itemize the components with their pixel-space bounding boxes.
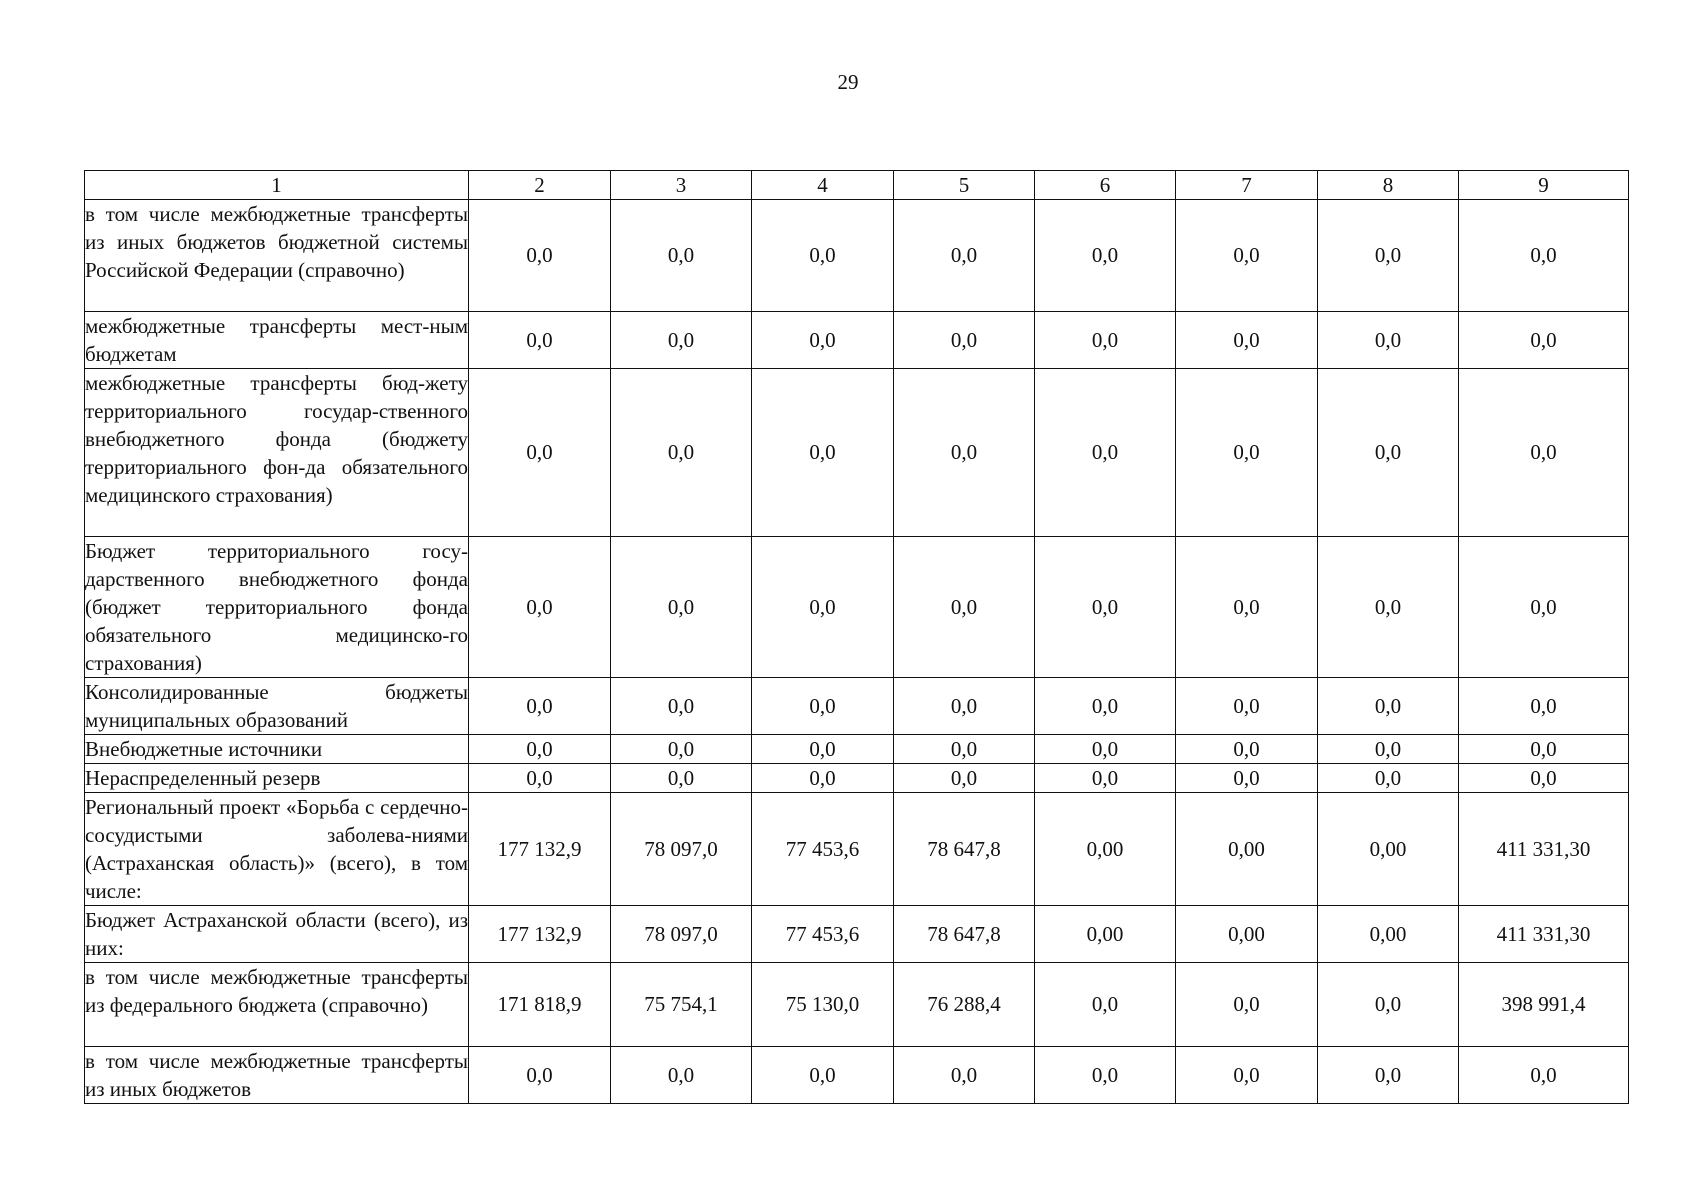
cell-value: 0,0 (1176, 764, 1318, 793)
cell-value: 0,0 (1035, 312, 1176, 369)
column-header: 1 (85, 171, 469, 200)
table-row (85, 963, 1629, 1047)
cell-value: 78 647,8 (894, 793, 1035, 906)
table-row (85, 369, 1629, 537)
cell-value: 0,0 (469, 764, 611, 793)
cell-value: 0,0 (752, 1047, 894, 1104)
cell-value: 0,0 (1176, 200, 1318, 312)
cell-value: 0,0 (894, 678, 1035, 735)
cell-value: 0,0 (1459, 764, 1629, 793)
cell-value: 0,00 (1318, 906, 1459, 963)
cell-value: 0,0 (611, 200, 752, 312)
cell-value: 171 818,9 (469, 963, 611, 1047)
cell-value: 0,0 (1318, 312, 1459, 369)
cell-value: 0,0 (1318, 537, 1459, 678)
cell-value: 0,0 (894, 369, 1035, 537)
cell-value: 0,0 (611, 1047, 752, 1104)
cell-value: 0,0 (1035, 1047, 1176, 1104)
table-row (85, 678, 1629, 735)
page-number: 29 (837, 70, 859, 94)
row-label: Региональный проект «Борьба с сердечно-сосудистыми заболева-ниями (Астраханская область)» (всего), в том числе: (85, 793, 469, 906)
cell-value: 0,0 (1176, 369, 1318, 537)
row-label: в том числе межбюджетные трансферты из федерального бюджета (справочно) (85, 963, 469, 1047)
column-header: 8 (1318, 171, 1459, 200)
cell-value: 0,0 (469, 200, 611, 312)
cell-value: 0,0 (469, 735, 611, 764)
cell-value: 0,0 (611, 678, 752, 735)
row-label: межбюджетные трансферты бюд-жету территориального государ-ственного внебюджетного фонда (бюджету территориального фон-да обязательного медицинского страхования) (85, 369, 469, 537)
table-row (85, 906, 1629, 963)
cell-value: 0,00 (1318, 793, 1459, 906)
row-label: Бюджет Астраханской области (всего), из них: (85, 906, 469, 963)
cell-value: 0,0 (752, 678, 894, 735)
cell-value: 0,0 (1318, 963, 1459, 1047)
cell-value: 0,0 (1035, 678, 1176, 735)
cell-value: 75 754,1 (611, 963, 752, 1047)
row-label: в том числе межбюджетные трансферты из иных бюджетов бюджетной системы Российской Федерации (справочно) (85, 200, 469, 312)
cell-value: 0,0 (752, 735, 894, 764)
cell-value: 0,0 (1459, 735, 1629, 764)
table-row (85, 1047, 1629, 1104)
cell-value: 0,0 (1176, 735, 1318, 764)
cell-value: 0,0 (611, 735, 752, 764)
table-row (85, 793, 1629, 906)
cell-value: 0,0 (1459, 369, 1629, 537)
cell-value: 0,0 (752, 200, 894, 312)
cell-value: 0,0 (1318, 369, 1459, 537)
cell-value: 0,0 (611, 764, 752, 793)
row-label: Нераспределенный резерв (85, 764, 469, 793)
cell-value: 0,0 (611, 369, 752, 537)
cell-value: 0,0 (1318, 735, 1459, 764)
cell-value: 0,0 (894, 1047, 1035, 1104)
cell-value: 0,00 (1176, 793, 1318, 906)
cell-value: 0,0 (1035, 963, 1176, 1047)
table-row (85, 312, 1629, 369)
cell-value: 0,0 (1035, 764, 1176, 793)
cell-value: 0,0 (894, 200, 1035, 312)
cell-value: 0,0 (894, 764, 1035, 793)
cell-value: 0,0 (1459, 1047, 1629, 1104)
cell-value: 0,0 (469, 369, 611, 537)
cell-value: 0,0 (752, 764, 894, 793)
cell-value: 0,0 (752, 369, 894, 537)
column-header: 2 (469, 171, 611, 200)
cell-value: 177 132,9 (469, 793, 611, 906)
cell-value: 0,0 (1459, 200, 1629, 312)
row-label: Внебюджетные источники (85, 735, 469, 764)
header-row (85, 171, 1629, 200)
cell-value: 0,0 (1035, 537, 1176, 678)
cell-value: 411 331,30 (1459, 906, 1629, 963)
cell-value: 0,0 (1035, 200, 1176, 312)
row-label: Бюджет территориального госу-дарственного внебюджетного фонда (бюджет территориального фонда обязательного медицинско-го страхования) (85, 537, 469, 678)
cell-value: 0,0 (469, 537, 611, 678)
cell-value: 0,0 (1318, 1047, 1459, 1104)
budget-table (84, 170, 1629, 1104)
cell-value: 0,0 (1318, 678, 1459, 735)
cell-value: 0,00 (1035, 906, 1176, 963)
cell-value: 0,0 (1459, 678, 1629, 735)
cell-value: 0,0 (1176, 1047, 1318, 1104)
cell-value: 0,0 (469, 678, 611, 735)
cell-value: 0,0 (1176, 678, 1318, 735)
cell-value: 0,0 (469, 1047, 611, 1104)
cell-value: 0,0 (894, 537, 1035, 678)
table-row (85, 735, 1629, 764)
table-row (85, 537, 1629, 678)
cell-value: 78 097,0 (611, 906, 752, 963)
cell-value: 0,0 (1318, 200, 1459, 312)
cell-value: 0,0 (1459, 537, 1629, 678)
cell-value: 0,0 (752, 312, 894, 369)
cell-value: 0,00 (1176, 906, 1318, 963)
cell-value: 0,0 (894, 312, 1035, 369)
column-header: 9 (1459, 171, 1629, 200)
table-row (85, 200, 1629, 312)
row-label: Консолидированные бюджеты муниципальных образований (85, 678, 469, 735)
cell-value: 0,0 (611, 312, 752, 369)
cell-value: 77 453,6 (752, 793, 894, 906)
cell-value: 398 991,4 (1459, 963, 1629, 1047)
cell-value: 411 331,30 (1459, 793, 1629, 906)
cell-value: 0,0 (1318, 764, 1459, 793)
cell-value: 78 097,0 (611, 793, 752, 906)
column-header: 4 (752, 171, 894, 200)
cell-value: 0,0 (1035, 369, 1176, 537)
cell-value: 0,0 (752, 537, 894, 678)
cell-value: 75 130,0 (752, 963, 894, 1047)
cell-value: 0,0 (1176, 963, 1318, 1047)
cell-value: 0,0 (469, 312, 611, 369)
column-header: 5 (894, 171, 1035, 200)
column-header: 3 (611, 171, 752, 200)
cell-value: 0,0 (1176, 537, 1318, 678)
cell-value: 0,0 (894, 735, 1035, 764)
cell-value: 0,0 (1459, 312, 1629, 369)
cell-value: 0,0 (1035, 735, 1176, 764)
column-header: 6 (1035, 171, 1176, 200)
cell-value: 0,0 (1176, 312, 1318, 369)
cell-value: 77 453,6 (752, 906, 894, 963)
cell-value: 177 132,9 (469, 906, 611, 963)
cell-value: 0,00 (1035, 793, 1176, 906)
table-row (85, 764, 1629, 793)
column-header: 7 (1176, 171, 1318, 200)
cell-value: 0,0 (611, 537, 752, 678)
row-label: межбюджетные трансферты мест-ным бюджетам (85, 312, 469, 369)
row-label: в том числе межбюджетные трансферты из иных бюджетов (85, 1047, 469, 1104)
cell-value: 78 647,8 (894, 906, 1035, 963)
cell-value: 76 288,4 (894, 963, 1035, 1047)
